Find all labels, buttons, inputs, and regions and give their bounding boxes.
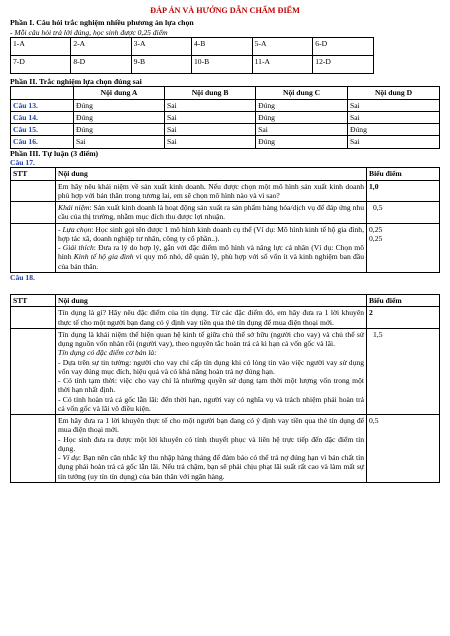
features-heading: Tín dụng có đặc điểm cơ bản là: [58,348,157,358]
answer-cell: Sai [348,111,440,123]
answer-cell: 5-A [252,37,313,55]
table-header-row [11,168,440,180]
example-text: : Bạn nên cân nhắc kỹ thu nhập hàng tháng để đảm bảo có thể trả nợ đúng hạn vì bản chất tín dụng phải hoàn trả cả gốc lẫn lãi. Nếu trả chậm, bạn sẽ phải chịu phạt lãi suất rất cao và làm mất sự tín tưởng (uy tín tín dụng) của bản thân với ngân hàng. [58,453,365,481]
choice-text: : Học sinh gọi tên được 1 mô hình kinh doanh cụ thể (Ví dụ: Mô hình kinh tế hộ gia đình, hợp tác xã, doanh nghiệp tư nhân, công ty cổ phần..). [58,224,364,243]
answer-cell: Đúng [74,124,165,136]
answer-cell: 10-B [191,55,252,73]
answer-cell: Sai [165,99,256,111]
column-header: Nội dung B [165,87,256,99]
column-header: Nội dung [56,295,367,307]
answer-cell: 8-D [71,55,131,73]
table-row [11,415,440,483]
answer-cell: Đúng [348,124,440,136]
answer-cell: Sai [165,124,256,136]
content-cell [56,415,367,483]
answer-cell: Sai [348,136,440,148]
stt-cell [11,307,56,329]
table-row [11,223,440,272]
column-header: STT [11,295,56,307]
explain-text-2: vì quy mô nhỏ, dễ quản lý, phù hợp với số vốn ít và kinh nghiệm ban đầu của bản thân. [58,252,364,271]
choice-label: - Lựa chọn [58,224,92,234]
table-row [11,99,440,111]
answer-cell: Sai [165,136,256,148]
answer-cell: 7-D [11,55,71,73]
answer-cell: Sai [348,99,440,111]
table-header-row [11,295,440,307]
stt-cell [11,180,56,202]
answer-cell: Sai [165,111,256,123]
question-label: Câu 13. [11,99,74,111]
explain-label: - Giải thích [58,243,94,252]
example-label: - Ví dụ [58,453,79,462]
score-cell: 2 [367,307,440,329]
answer-cell: 2-A [71,37,131,55]
part3-heading: Phần III. Tự luận (3 điểm) [10,148,99,158]
definition-text: Tín dụng là khái niệm thể hiện quan hệ kinh tế giữa chủ thể sở hữu (người cho vay) và chủ thể sử dụng nguồn vốn nhàn rỗi (người vay), theo nguyên tắc hoàn trả cả kì hạn cả vốn gốc và lãi. [58,329,364,348]
answer-cell: 1-A [11,37,71,55]
feature-item: - Có tính hoàn trả cả gốc lẫn lãi: đến thời hạn, người vay có nghĩa vụ và trách nhiệm phải hoàn trả cả vốn gốc và lãi vô điều kiện. [58,394,364,413]
question-18-table [10,294,440,483]
answer-key-page [10,0,440,483]
part1-heading: Phần I. Câu hỏi trắc nghiệm nhiều phương án lựa chọn [10,18,194,27]
stt-cell [11,415,56,483]
question-label: Câu 15. [11,124,74,136]
score-cell: 1,5 [367,328,440,414]
content-cell [56,202,367,224]
explain-text: : Đưa ra lý do hợp lý, gắn với đặc điểm mô hình và năng lực cá nhân (Ví dụ: Chọn mô hình [58,243,364,262]
column-header: Nội dung [56,168,367,180]
table-row [11,37,374,55]
score-cell: 0,5 [367,202,440,224]
question-label: Câu 14. [11,111,74,123]
part2-heading: Phần II. Trắc nghiệm lựa chọn đúng sai [10,76,142,86]
answer-cell: Đúng [256,99,348,111]
stt-cell [11,223,56,272]
table-row [11,136,440,148]
question-18-label: Câu 18. [10,272,35,282]
answer-cell: 3-A [131,37,191,55]
table-row [11,202,440,224]
part2-table [10,86,440,148]
column-header [11,87,74,99]
score-cell: 0,5 [367,415,440,483]
feature-item: - Có tính tạm thời: việc cho vay chỉ là nhường quyền sử dụng tạm thời một lượng vốn trong một thời hạn nhất định. [58,376,364,395]
content-cell: Tín dụng là gì? Hãy nêu đặc điểm của tín dụng. Từ các đặc điểm đó, em hãy đưa ra 1 lời khuyên thực tế cho một người bạn đang có ý định vay tiền qua thẻ tín dụng để mua điện thoại mới. [56,307,367,329]
concept-label: Khái niệm [58,203,90,212]
table-header-row [11,87,440,99]
column-header: Biểu điểm [367,168,440,180]
page-title: ĐÁP ÁN VÀ HƯỚNG DẪN CHẤM ĐIỂM [150,6,300,15]
answer-cell: Sai [74,136,165,148]
score-cell: 1,0 [367,180,440,202]
column-header: STT [11,168,56,180]
question-label: Câu 16. [11,136,74,148]
answer-cell: Đúng [74,111,165,123]
column-header: Nội dung C [256,87,348,99]
question-17-table [10,167,440,273]
model-name: Kinh tế hộ gia đình [73,252,134,262]
feature-item: - Dựa trên sự tin tưởng: người cho vay chỉ cấp tín dụng khi có lòng tin vào việc người vay sử dụng vốn vay đúng mục đích, hiệu quả và có khả năng hoàn trả nợ đúng hạn. [58,357,364,376]
part1-note: - Mỗi câu hỏi trả lời đúng, học sinh được 0,25 điểm [10,27,168,37]
answer-cell: 11-A [252,55,313,73]
column-header: Nội dung D [348,87,440,99]
table-row [11,307,440,329]
part1-answer-table [10,37,374,74]
advice-prompt: Em hãy đưa ra 1 lời khuyên thực tế cho một người bạn đang có ý định vay tiền qua thẻ tín dụng để mua điện thoại mới. [58,416,364,435]
table-row [11,111,440,123]
content-cell [56,223,367,272]
stt-cell [11,328,56,414]
answer-cell: 4-B [191,37,252,55]
column-header: Nội dung A [74,87,165,99]
stt-cell [11,202,56,224]
table-row [11,124,440,136]
column-header: Biểu điểm [367,295,440,307]
concept-text: : Sản xuất kinh doanh là hoạt động sản xuất ra sản phẩm hàng hóa/dịch vụ để đáp ứng nhu cầu của thị trường, nhằm mục đích thu được lợi nhuận. [58,203,364,222]
score-value: 0,25 [369,224,383,234]
table-row [11,180,440,202]
content-cell: Em hãy nêu khái niệm về sản xuất kinh doanh. Nếu được chọn một mô hình sản xuất kinh doanh phù hợp với bản thân trong tương lai, em sẽ chọn mô hình nào và vì sao? [56,180,367,202]
answer-cell: Đúng [256,136,348,148]
answer-cell: Sai [256,124,348,136]
table-row [11,328,440,414]
answer-cell: Đúng [74,99,165,111]
table-row [11,55,374,73]
answer-cell: 12-D [313,55,374,73]
score-cell [367,223,440,272]
answer-cell: 6-D [313,37,374,55]
answer-cell: 9-B [131,55,191,73]
score-value: 0,25 [369,233,383,243]
question-17-label: Câu 17. [10,158,35,167]
content-cell [56,328,367,414]
advice-item: - Học sinh đưa ra được một lời khuyên có tính thuyết phục và liên hệ trực tiếp đến đặc điểm tín dụng. [58,434,364,453]
answer-cell: Đúng [256,111,348,123]
